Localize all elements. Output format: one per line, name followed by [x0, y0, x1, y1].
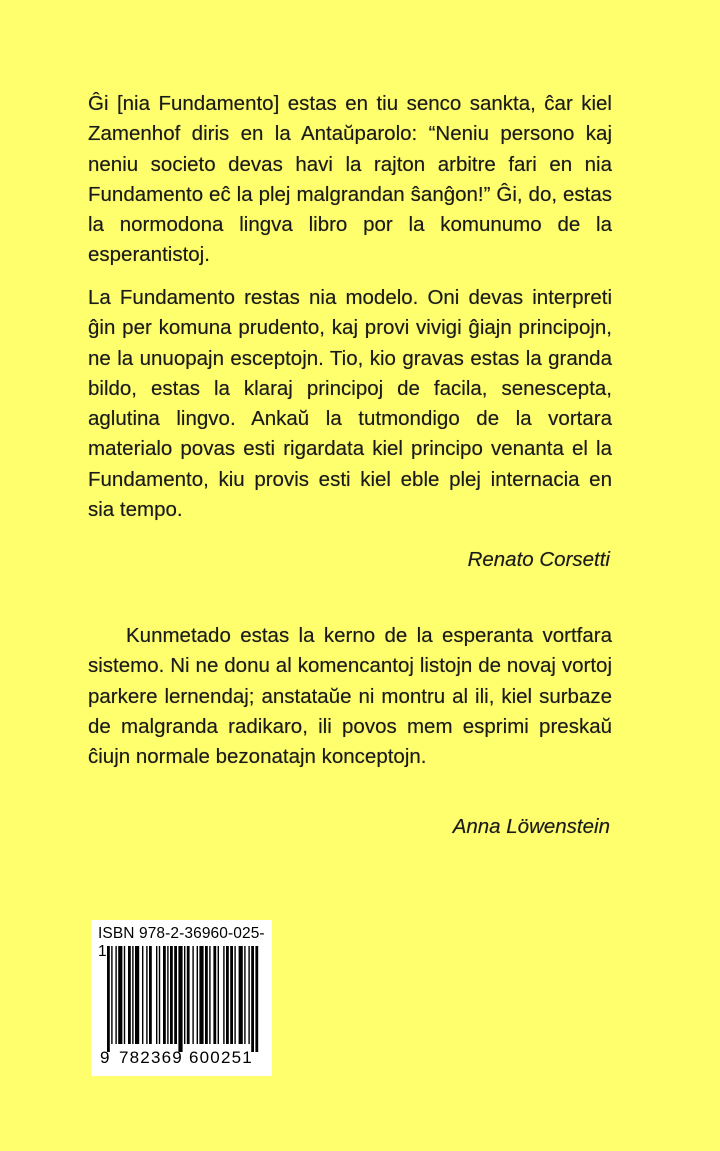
- barcode-digits-right: 600251: [189, 1048, 253, 1067]
- barcode-bar: [118, 946, 122, 1044]
- barcode-bar: [199, 946, 203, 1044]
- barcode-bar: [149, 946, 152, 1044]
- barcode-bar: [251, 946, 254, 1052]
- barcode-bar: [135, 946, 139, 1044]
- paragraph-kunmetado: Kunmetado estas la kerno de la esperanta vortfara sistemo. Ni ne donu al komencantoj listojn de novaj vortoj parkere lernendaj; anstataŭe ni montru al ili, kiel surbaze de malgranda radikaro, ili povos mem esprimi preskaŭ ĉiujn normale bezonatajn konceptojn.: [88, 624, 612, 769]
- barcode-bars: [91, 946, 272, 1052]
- barcode-bar: [124, 946, 125, 1044]
- isbn-label: ISBN 978-2-36960-025-1: [98, 925, 265, 960]
- barcode-bar: [170, 946, 173, 1044]
- barcode-bar: [111, 946, 112, 1044]
- barcode-bar: [146, 946, 147, 1044]
- barcode-bar: [163, 946, 166, 1044]
- author-renato-corsetti: Renato Corsetti: [467, 548, 610, 571]
- barcode-bar: [184, 946, 185, 1044]
- barcode-bar: [230, 946, 233, 1044]
- paragraph-fundamento-modelo: La Fundamento restas nia modelo. Oni devas interpreti ĝin per komuna prudento, kaj provi vivigi ĝiajn principojn, ne la unuopajn esceptojn. Tio, kio gravas estas la granda bildo, estas la klaraj principoj de facila, senescepta, aglutina lingvo. Ankaŭ la tutmondigo de la vortara materialo povas esti rigardata kiel principo venanta el la Fundamento, kiu provis esti kiel eble plej internacia en sia tempo.: [88, 286, 612, 522]
- barcode-bar: [107, 946, 110, 1052]
- barcode-digit-prefix: 9: [100, 1048, 110, 1067]
- barcode-bar: [156, 946, 157, 1044]
- barcode-bar: [205, 946, 208, 1044]
- barcode-bar: [197, 946, 198, 1044]
- barcode-bar: [209, 946, 210, 1044]
- barcode-bar: [187, 946, 190, 1044]
- barcode-bar: [192, 946, 193, 1044]
- barcode-bar: [255, 946, 258, 1052]
- barcode-bar: [226, 946, 229, 1044]
- barcode-bar: [159, 946, 160, 1044]
- barcode-bar: [223, 946, 224, 1044]
- barcode-bar: [132, 946, 133, 1044]
- barcode-bar: [218, 946, 219, 1044]
- barcode-digits: [91, 1048, 272, 1074]
- barcode-bar: [167, 946, 168, 1044]
- paragraph-fundamento-sankta: Ĝi [nia Fundamento] estas en tiu senco sankta, ĉar kiel Zamenhof diris en la Antaŭparolo: “Neniu persono kaj neniu societo devas havi la rajton arbitre fari en nia Fundamento eĉ la plej malgrandan ŝanĝon!” Ĝi, do, estas la normodona lingva libro por la komunumo de la esperantistoj.: [88, 92, 612, 267]
- barcode-digits-left: 782369: [119, 1048, 183, 1067]
- barcode-bar: [115, 946, 116, 1044]
- barcode-bar: [174, 946, 177, 1044]
- barcode-bar: [239, 946, 243, 1044]
- barcode-bar: [244, 946, 245, 1044]
- isbn-barcode-box: [91, 920, 272, 1076]
- barcode-bar: [128, 946, 131, 1044]
- barcode-bar: [178, 946, 182, 1052]
- barcode-bar: [234, 946, 235, 1044]
- barcode-bar: [213, 946, 216, 1044]
- barcode-bar: [142, 946, 143, 1044]
- author-anna-lowenstein: Anna Löwenstein: [452, 815, 610, 838]
- barcode-bar: [248, 946, 249, 1044]
